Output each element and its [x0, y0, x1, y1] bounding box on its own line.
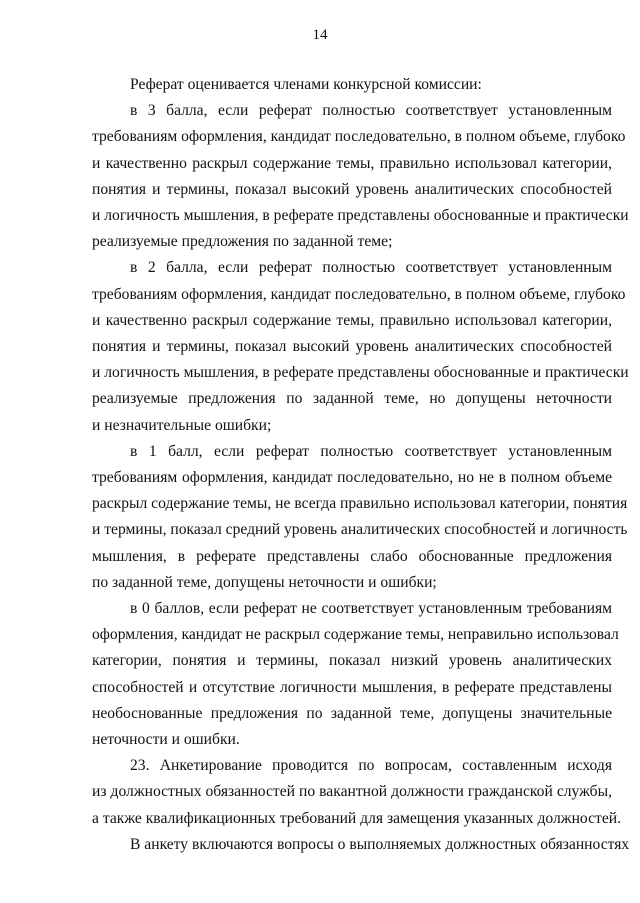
text-line: и термины, показал средний уровень аналитических способностей и логичность	[92, 521, 628, 539]
text-line: и логичность мышления, в реферате представлены обоснованные и практически	[92, 207, 629, 225]
text-line: категории, понятия и термины, показал низкий уровень аналитических	[92, 652, 612, 670]
paragraph	[92, 439, 628, 596]
paragraph	[92, 596, 619, 753]
text-line: из должностных обязанностей по вакантной должности гражданской службы,	[92, 783, 612, 801]
text-line: и логичность мышления, в реферате представлены обоснованные и практически	[92, 364, 629, 382]
paragraph	[92, 255, 629, 438]
paragraph	[92, 832, 630, 858]
text-line: оформления, кандидат не раскрыл содержание темы, неправильно использовал	[92, 626, 619, 644]
text-line: и качественно раскрыл содержание темы, правильно использовал категории,	[92, 311, 612, 329]
text-line: требованиям оформления, кандидат последовательно, в полном объеме, глубоко	[92, 128, 626, 146]
paragraph	[92, 72, 612, 98]
document-body	[92, 72, 630, 858]
text-line: В анкету включаются вопросы о выполняемых должностных обязанностях	[130, 835, 630, 853]
text-line: понятия и термины, показал высокий уровень аналитических способностей	[92, 180, 612, 198]
text-line: 23. Анкетирование проводится по вопросам, составленным исходя	[130, 757, 612, 775]
text-line: и незначительные ошибки;	[92, 416, 272, 434]
text-line: реализуемые предложения по заданной теме;	[92, 233, 393, 251]
text-line: в 0 баллов, если реферат не соответствует установленным требованиям	[130, 600, 612, 618]
paragraph	[92, 753, 622, 832]
text-line: в 3 балла, если реферат полностью соответствует установленным	[130, 102, 612, 120]
text-line: по заданной теме, допущены неточности и ошибки;	[92, 573, 437, 591]
paragraph	[92, 98, 629, 255]
text-line: в 2 балла, если реферат полностью соответствует установленным	[130, 259, 612, 277]
page-number: 14	[312, 27, 328, 43]
text-line: и качественно раскрыл содержание темы, правильно использовал категории,	[92, 154, 612, 172]
text-line: раскрыл содержание темы, не всегда правильно использовал категории, понятия	[92, 495, 628, 513]
text-line: неточности и ошибки.	[92, 731, 240, 749]
text-line: необоснованные предложения по заданной теме, допущены значительные	[92, 704, 612, 722]
text-line: способностей и отсутствие логичности мышления, в реферате представлены	[92, 678, 612, 696]
text-line: понятия и термины, показал высокий уровень аналитических способностей	[92, 338, 612, 356]
text-line: требованиям оформления, кандидат последовательно, в полном объеме, глубоко	[92, 285, 626, 303]
text-line: требованиям оформления, кандидат последовательно, но не в полном объеме	[92, 469, 612, 487]
text-line: а также квалификационных требований для замещения указанных должностей.	[92, 809, 622, 827]
text-line: в 1 балл, если реферат полностью соответствует установленным	[130, 442, 612, 460]
text-line: мышления, в реферате представлены слабо обоснованные предложения	[92, 547, 612, 565]
text-line: Реферат оценивается членами конкурсной комиссии:	[130, 76, 482, 93]
text-line: реализуемые предложения по заданной теме, но допущены неточности	[92, 390, 612, 408]
